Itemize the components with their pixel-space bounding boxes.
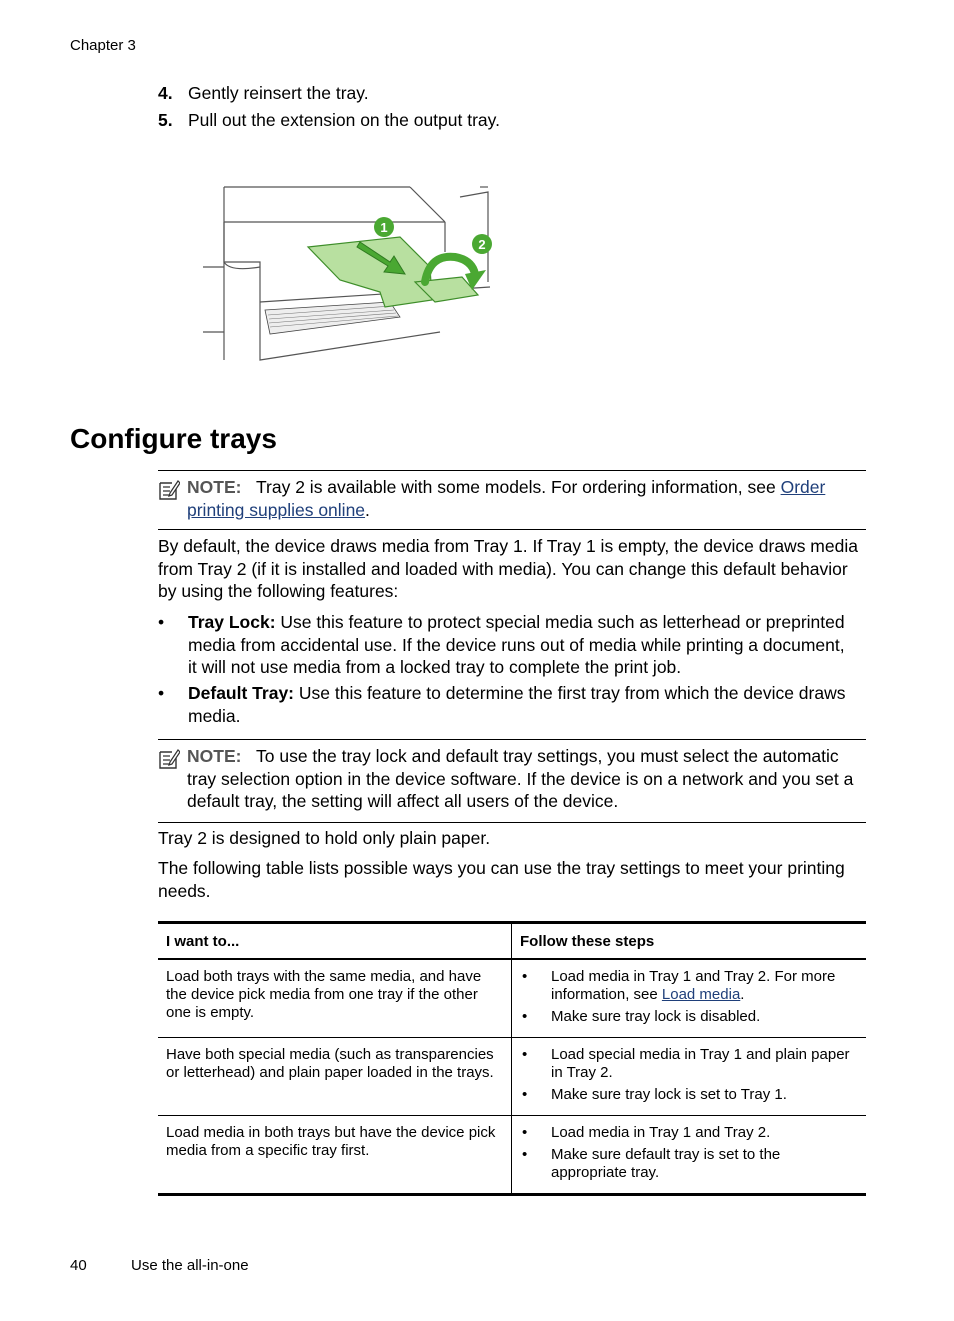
note-label: NOTE:: [187, 746, 242, 766]
section-title: Configure trays: [70, 423, 277, 454]
step-list: [158, 80, 500, 134]
chapter-header: Chapter 3: [70, 37, 136, 54]
note-pencil-icon: [158, 479, 180, 501]
column-header-steps: Follow these steps: [512, 923, 867, 960]
feature-item: [158, 682, 858, 727]
step-number: 5.: [158, 110, 173, 130]
column-header-want: I want to...: [158, 923, 512, 960]
step-item: [158, 80, 500, 107]
note-box: NOTE: Tray 2 is available with some models. For ordering information, see Order printing supplies online.: [158, 470, 866, 530]
page-number: 40: [70, 1257, 87, 1274]
callout-1-label: 1: [380, 220, 388, 235]
table-cell-steps: [512, 1116, 867, 1195]
table-row: [158, 1116, 866, 1195]
note-text: To use the tray lock and default tray settings, you must select the automatic tray selection option in the device software. If the device is on a network and you set a default tray, the setting will affect all users of the device.: [187, 746, 854, 811]
bullet-symbol: •: [158, 683, 165, 703]
feature-label: Default Tray:: [188, 683, 294, 703]
table-header-row: [158, 923, 866, 960]
table-cell-want: Have both special media (such as transparencies or letterhead) and plain paper loaded in the trays.: [158, 1038, 512, 1116]
step-bullet: • Load special media in Tray 1 and plain paper in Tray 2.: [522, 1046, 850, 1081]
feature-item: [158, 611, 858, 679]
step-bullet: • Load media in Tray 1 and Tray 2. For more information, see Load media.: [522, 968, 836, 1003]
step-number: 4.: [158, 83, 173, 103]
order-supplies-link[interactable]: Order printing supplies online: [187, 477, 826, 520]
table-cell-want: Load media in both trays but have the device pick media from a specific tray first.: [158, 1116, 512, 1195]
step-item: [158, 107, 500, 134]
printer-tray-illustration: [200, 182, 500, 367]
feature-list: [158, 611, 858, 731]
table-cell-steps: [512, 1038, 867, 1116]
step-bullet: • Make sure tray lock is disabled.: [522, 1008, 761, 1025]
footer-section: Use the all-in-one: [131, 1257, 249, 1274]
table-cell-want: Load both trays with the same media, and have the device pick media from one tray if the other one is empty.: [158, 959, 512, 1038]
note-box: [158, 739, 866, 823]
bullet-symbol: •: [158, 612, 165, 632]
step-bullet: • Load media in Tray 1 and Tray 2.: [522, 1124, 771, 1141]
step-text: Pull out the extension on the output tray.: [188, 110, 500, 130]
table-row: [158, 1038, 866, 1116]
table-intro-paragraph: The following table lists possible ways you can use the tray settings to meet your printing needs.: [158, 858, 845, 901]
table-cell-steps: [512, 959, 867, 1038]
intro-paragraph: By default, the device draws media from Tray 1. If Tray 1 is empty, the device draws media from Tray 2 (if it is installed and loaded with media). You can change this default behavior by using the following features:: [158, 536, 858, 601]
note-text: Tray 2 is available with some models. For ordering information, see: [256, 477, 781, 497]
step-text: Gently reinsert the tray.: [188, 83, 369, 103]
tray2-paragraph: Tray 2 is designed to hold only plain paper.: [158, 828, 491, 848]
step-bullet: • Make sure default tray is set to the appropriate tray.: [522, 1146, 781, 1181]
callout-2-label: 2: [478, 237, 486, 252]
table-row: [158, 959, 866, 1038]
note-label: NOTE:: [187, 477, 242, 497]
feature-text: Use this feature to determine the first tray from which the device draws media.: [188, 683, 846, 726]
note-pencil-icon: [158, 748, 180, 770]
page-footer: [70, 1257, 249, 1274]
feature-label: Tray Lock:: [188, 612, 276, 632]
step-bullet: • Make sure tray lock is set to Tray 1.: [522, 1086, 787, 1103]
load-media-link[interactable]: Load media: [661, 986, 741, 1003]
feature-text: Use this feature to protect special media such as letterhead or preprinted media from accidental use. If the device runs out of media while printing a document, it will not use media from a locked tray to complete the print job.: [188, 612, 845, 677]
tray-settings-table: [158, 921, 866, 1196]
